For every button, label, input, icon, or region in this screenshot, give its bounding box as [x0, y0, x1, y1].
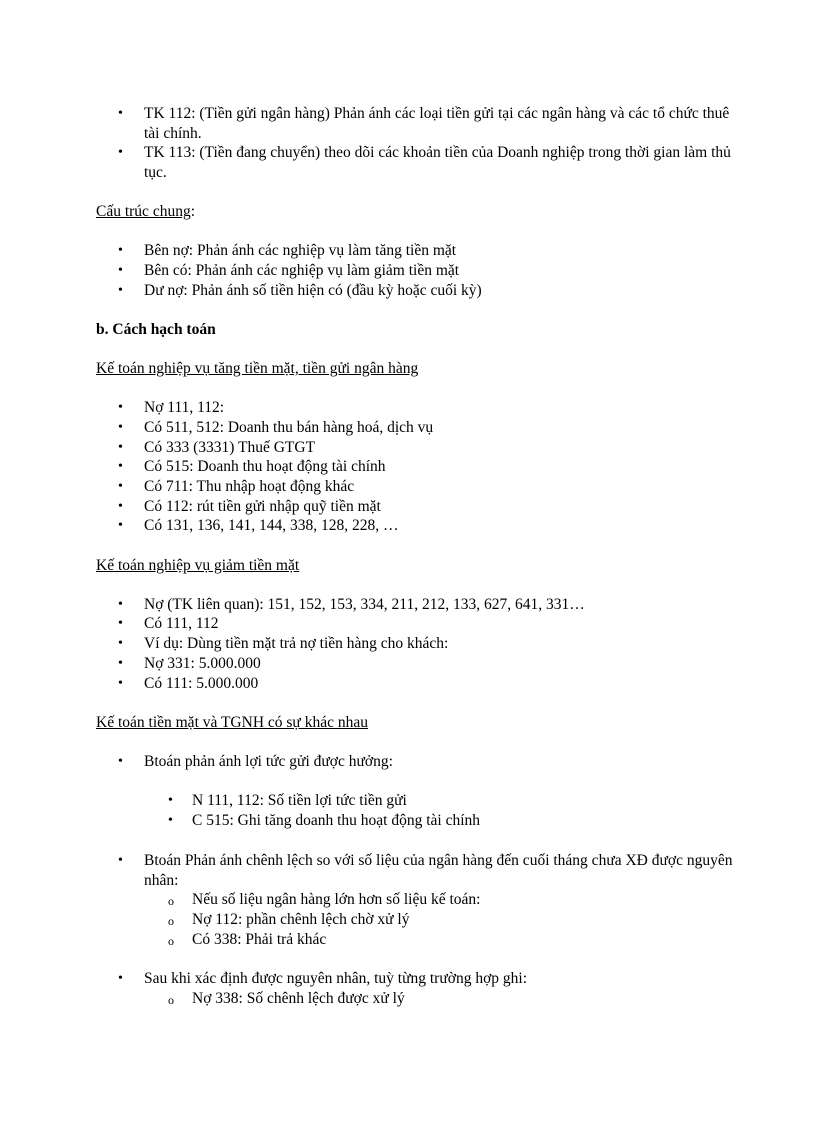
- bullet-icon: •: [118, 440, 123, 455]
- list-item: Có 333 (3331) Thuế GTGT: [144, 439, 316, 456]
- list-item: Nợ (TK liên quan): 151, 152, 153, 334, 211, 212, 133, 627, 641, 331…: [144, 596, 585, 613]
- bullet-icon: •: [118, 853, 123, 868]
- bullet-icon: •: [118, 518, 123, 533]
- bullet-icon: •: [118, 263, 123, 278]
- bullet-icon: •: [118, 656, 123, 671]
- bullet-icon: •: [118, 106, 123, 121]
- decrease-heading: Kế toán nghiệp vụ giảm tiền mặt: [96, 557, 300, 574]
- bullet-icon: •: [168, 813, 173, 828]
- list-item: Có 111, 112: [144, 615, 219, 632]
- list-item: Bên nợ: Phản ánh các nghiệp vụ làm tăng tiền mặt: [144, 242, 457, 259]
- list-item: Ví dụ: Dùng tiền mặt trả nợ tiền hàng cho khách:: [144, 635, 449, 652]
- circle-bullet-icon: o: [168, 894, 174, 908]
- bullet-icon: •: [118, 479, 123, 494]
- bullet-icon: •: [168, 793, 173, 808]
- increase-heading: Kế toán nghiệp vụ tăng tiền mặt, tiền gửi ngân hàng: [96, 360, 419, 377]
- bullet-icon: •: [118, 597, 123, 612]
- list-item: Sau khi xác định được nguyên nhân, tuỳ từng trường hợp ghi:: [144, 970, 527, 987]
- structure-heading: [96, 202, 195, 222]
- circle-bullet-icon: o: [168, 934, 174, 948]
- list-item: Có 131, 136, 141, 144, 338, 128, 228, …: [144, 517, 399, 534]
- sub-list-item: Có 338: Phải trả khác: [192, 931, 327, 948]
- list-item: Có 711: Thu nhập hoạt động khác: [144, 478, 355, 495]
- bullet-icon: •: [118, 459, 123, 474]
- bullet-icon: •: [118, 971, 123, 986]
- sub-list-item: Nợ 112: phần chênh lệch chờ xử lý: [192, 911, 410, 928]
- circle-bullet-icon: o: [168, 914, 174, 928]
- list-item: Có 111: 5.000.000: [144, 675, 259, 692]
- list-item: Nợ 331: 5.000.000: [144, 655, 261, 672]
- bullet-icon: •: [118, 636, 123, 651]
- bullet-icon: •: [118, 400, 123, 415]
- list-item: Có 112: rút tiền gửi nhập quỹ tiền mặt: [144, 498, 381, 515]
- bullet-icon: •: [118, 616, 123, 631]
- structure-heading-colon: :: [190, 203, 196, 220]
- circle-bullet-icon: o: [168, 993, 174, 1007]
- bullet-icon: •: [118, 499, 123, 514]
- sub-list-item: Nợ 338: Số chênh lệch được xử lý: [192, 990, 405, 1007]
- list-item: TK 112: (Tiền gửi ngân hàng) Phản ánh các loại tiền gửi tại các ngân hàng và các tổ chức thuê tài chính.: [144, 105, 730, 142]
- section-title: b. Cách hạch toán: [96, 321, 216, 338]
- sub-list-item: C 515: Ghi tăng doanh thu hoạt động tài chính: [192, 812, 481, 829]
- bullet-icon: •: [118, 754, 123, 769]
- bullet-icon: •: [118, 676, 123, 691]
- bullet-icon: •: [118, 420, 123, 435]
- list-item: Có 511, 512: Doanh thu bán hàng hoá, dịch vụ: [144, 419, 434, 436]
- list-item: Nợ 111, 112:: [144, 399, 225, 416]
- sub-list-item: Nếu số liệu ngân hàng lớn hơn số liệu kế toán:: [192, 891, 481, 908]
- list-item: Btoán phản ánh lợi tức gửi được hưởng:: [144, 753, 393, 770]
- list-item: TK 113: (Tiền đang chuyển) theo dõi các khoản tiền của Doanh nghiệp trong thời gian làm thủ tục.: [144, 144, 731, 181]
- bullet-icon: •: [118, 283, 123, 298]
- diff-heading: Kế toán tiền mặt và TGNH có sự khác nhau: [96, 714, 368, 731]
- structure-heading-text: Cấu trúc chung: [96, 203, 191, 220]
- list-item: Có 515: Doanh thu hoạt động tài chính: [144, 458, 386, 475]
- bullet-icon: •: [118, 145, 123, 160]
- bullet-icon: •: [118, 243, 123, 258]
- sub-list-item: N 111, 112: Số tiền lợi tức tiền gửi: [192, 792, 407, 809]
- list-item: Bên có: Phản ánh các nghiệp vụ làm giảm tiền mặt: [144, 262, 460, 279]
- list-item: Dư nợ: Phản ánh số tiền hiện có (đầu kỳ hoặc cuối kỳ): [144, 282, 482, 299]
- list-item: Btoán Phản ánh chênh lệch so với số liệu của ngân hàng đến cuối tháng chưa XĐ được nguyên nhân:: [144, 852, 733, 889]
